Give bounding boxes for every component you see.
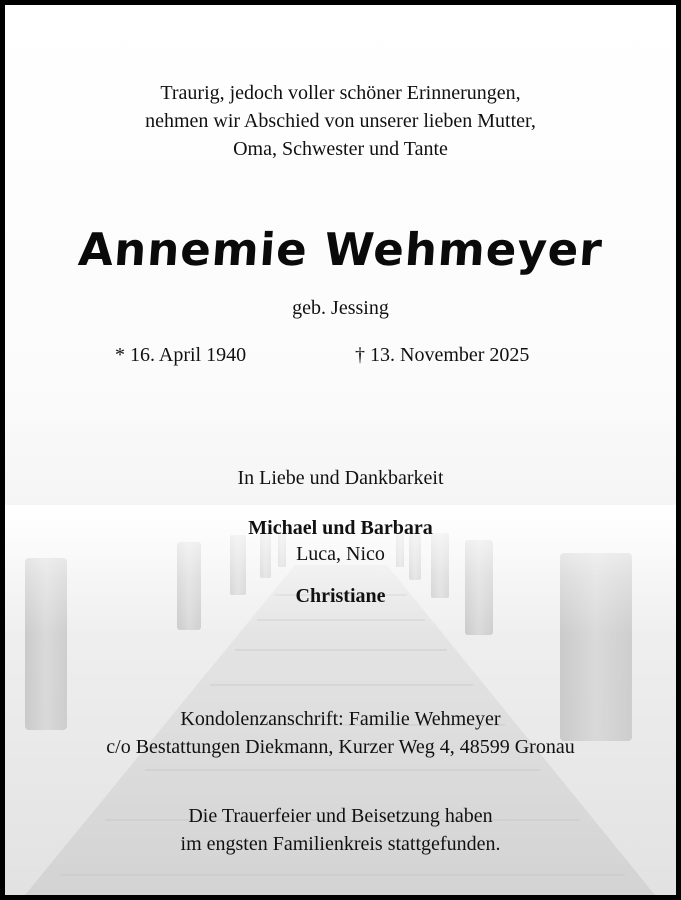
- condolence-address-line-1: Kondolenzanschrift: Familie Wehmeyer: [180, 708, 501, 730]
- intro-line-3: Oma, Schwester und Tante: [233, 138, 448, 160]
- intro-line-2: nehmen wir Abschied von unserer lieben Mutter,: [145, 110, 536, 132]
- intro-line-1: Traurig, jedoch voller schöner Erinnerungen,: [160, 82, 521, 104]
- maiden-name: geb. Jessing: [292, 297, 389, 319]
- funeral-note-line-1: Die Trauerfeier und Beisetzung haben: [188, 805, 493, 827]
- condolence-address-line-2: c/o Bestattungen Diekmann, Kurzer Weg 4, 48599 Gronau: [106, 736, 575, 758]
- birth-date: * 16. April 1940: [115, 344, 247, 366]
- mourner-family-1: Michael und Barbara: [248, 517, 433, 539]
- funeral-note-line-2: im engsten Familienkreis stattgefunden.: [180, 833, 501, 855]
- deceased-name: Annemie Wehmeyer: [76, 223, 605, 276]
- mourner-family-2: Christiane: [295, 585, 386, 607]
- mourner-family-1-children: Luca, Nico: [296, 543, 385, 565]
- closing-phrase: In Liebe und Dankbarkeit: [237, 467, 444, 489]
- death-date: † 13. November 2025: [355, 344, 530, 366]
